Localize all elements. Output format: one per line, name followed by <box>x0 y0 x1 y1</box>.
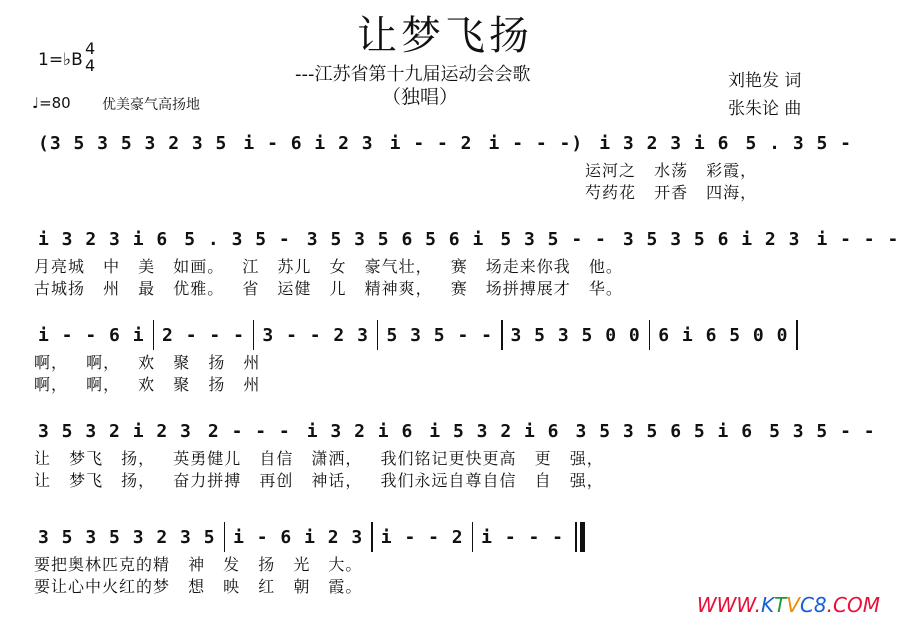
measure: i - - -) <box>488 132 584 154</box>
composer-credit: 张朱论 曲 <box>728 99 802 119</box>
score-system-5 <box>30 520 860 598</box>
measure: i 3 2 i 6 <box>306 420 414 442</box>
measure: 5 3 5 - - <box>386 324 493 346</box>
measure: i 5 3 2 i 6 <box>429 420 560 442</box>
barline <box>796 320 798 350</box>
measure: i - - - <box>816 228 900 250</box>
notes-line <box>30 222 900 256</box>
lyricist-credit: 刘艳发 词 <box>728 71 802 91</box>
measure: i 3 2 3 i 6 <box>599 132 730 154</box>
measure: 3 5 3 5 3 2 3 5 <box>38 526 216 548</box>
watermark-part: C8 <box>799 593 827 617</box>
lyric-line-1: 月亮城 中 美 如画。 江 苏儿 女 豪气壮， 赛 场走来你我 他。 <box>34 257 623 276</box>
measure: 3 5 3 5 6 5 i 6 <box>575 420 754 442</box>
lyric-line-2: 芍药花 开香 四海， <box>585 183 758 202</box>
expression-mark: 优美豪气高扬地 <box>102 97 200 113</box>
site-watermark <box>697 593 880 617</box>
tempo-mark: ♩=80 <box>32 94 71 112</box>
measure: i - - 2 <box>380 526 464 548</box>
measure: 6 i 6 5 0 0 <box>658 324 789 346</box>
lyric-line-2: 要让心中火红的梦 想 映 红 朝 霞。 <box>34 577 363 596</box>
measure: 3 5 3 5 0 0 <box>510 324 641 346</box>
performance-note: （独唱） <box>382 86 459 108</box>
time-signature <box>85 40 95 74</box>
lyric-line-1: 要把奥林匹克的精 神 发 扬 光 大。 <box>34 555 363 574</box>
watermark-part: .COM <box>826 593 880 617</box>
measure: i 3 2 3 i 6 <box>38 228 169 250</box>
lyric-line-2: 古城扬 州 最 优雅。 省 运健 儿 精神爽， 赛 场拼搏展才 华。 <box>34 279 623 298</box>
measure: 5 3 5 - - <box>769 420 876 442</box>
notes-line <box>30 414 876 448</box>
measure: i - 6 i 2 3 <box>243 132 374 154</box>
lyric-line-1: 让 梦飞 扬， 英勇健儿 自信 潇洒， 我们铭记更快更高 更 强， <box>34 449 604 468</box>
watermark-part: V <box>786 593 800 617</box>
measure: 2 - - - <box>162 324 245 346</box>
lyric-line-2: 让 梦飞 扬， 奋力拼搏 再创 神话， 我们永远自尊自信 自 强， <box>34 471 604 490</box>
measure: i - - - <box>481 526 564 548</box>
measure: i - - 6 i <box>38 324 145 346</box>
score-system-2 <box>30 222 900 300</box>
measure: 5 . 3 5 - <box>745 132 853 154</box>
key-signature: 1=♭B <box>38 50 83 70</box>
meter-bottom: 4 <box>85 56 96 75</box>
score-system-4 <box>30 414 876 492</box>
lyric-line-2: 啊， 啊， 欢 聚 扬 州 <box>34 375 261 394</box>
measure: 2 - - - <box>207 420 291 442</box>
measure: i - - 2 <box>389 132 473 154</box>
measure: (3 5 3 5 3 2 3 5 <box>38 132 228 154</box>
measure: 5 . 3 5 - <box>184 228 291 250</box>
measure: 5 3 5 - - <box>500 228 607 250</box>
meter-top: 4 <box>85 39 96 58</box>
measure: i - 6 i 2 3 <box>233 526 364 548</box>
notes-line <box>30 520 860 554</box>
measure: 3 5 3 5 6 5 6 i <box>306 228 485 250</box>
notes-line <box>30 318 860 352</box>
score-system-1 <box>30 126 860 204</box>
song-subtitle: ---江苏省第十九届运动会会歌 <box>295 64 531 85</box>
watermark-part: K <box>760 593 775 617</box>
song-title: 让梦飞扬 <box>357 13 533 59</box>
final-barline-thick <box>580 522 585 552</box>
notes-line <box>30 126 860 160</box>
final-barline <box>575 522 577 552</box>
measure: 3 5 3 5 6 i 2 3 <box>622 228 801 250</box>
watermark-part: T <box>774 593 787 617</box>
measure: 3 - - 2 3 <box>262 324 369 346</box>
lyric-line-1: 啊， 啊， 欢 聚 扬 州 <box>34 353 261 372</box>
measure: 3 5 3 2 i 2 3 <box>38 420 192 442</box>
score-system-3 <box>30 318 860 396</box>
lyric-line-1: 运河之 水荡 彩霞， <box>585 161 758 180</box>
watermark-part: WWW. <box>696 593 761 617</box>
